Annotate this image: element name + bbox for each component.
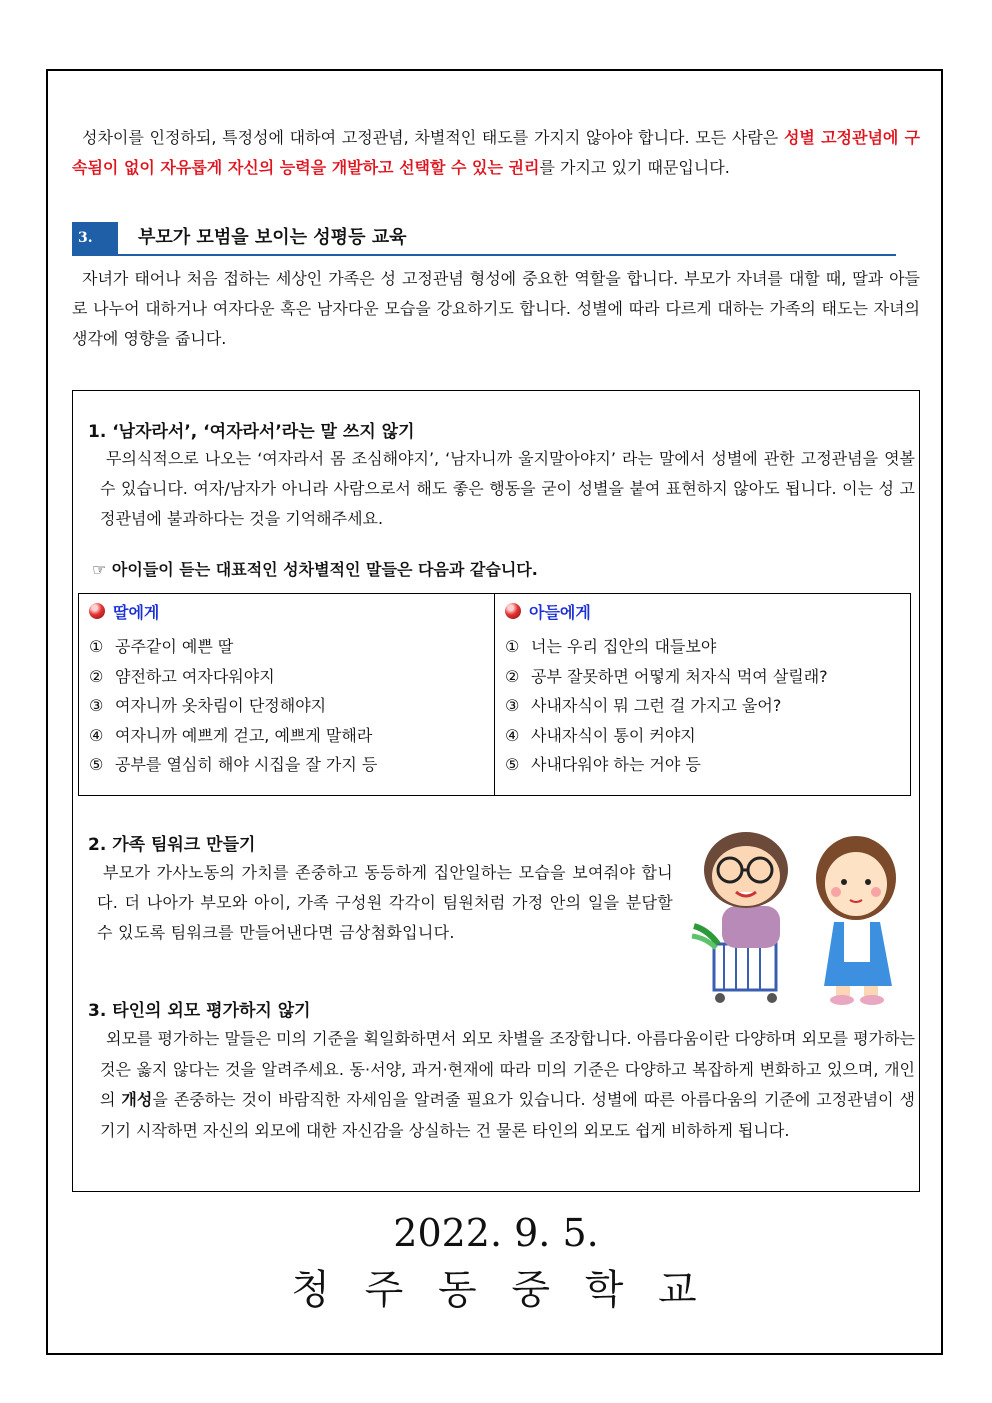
- list-item: [89, 662, 494, 692]
- red-ball-icon: [505, 603, 521, 619]
- daughter-list: [89, 632, 494, 780]
- list-item: [89, 750, 494, 780]
- list-item-number: ③: [505, 696, 520, 715]
- list-item-number: ④: [89, 725, 104, 745]
- list-item: [89, 691, 494, 721]
- list-item-text: 얌전하고 여자다워야지: [115, 666, 275, 686]
- item-2-heading: 2. 가족 팀워크 만들기: [88, 835, 256, 855]
- item-2-body: 부모가 가사노동의 가치를 존중하고 동등하게 집안일하는 모습을 보여줘야 합니다. 더 나아가 부모와 아이, 가족 구성원 각각이 팀원처럼 가정 안의 일을 분담할 수 있도록 팀워크를 만들어낸다면 금상첨화입니다.: [97, 863, 673, 942]
- section-3-body: 자녀가 태어나 처음 접하는 세상인 가족은 성 고정관념 형성에 중요한 역할을 합니다. 부모가 자녀를 대할 때, 딸과 아들로 나누어 대하거나 여자다운 혹은 남자다운 모습을 강요하기도 합니다. 성별에 따라 다르게 대하는 가족의 태도는 자녀의 생각에 영향을 줍니다.: [72, 269, 920, 348]
- list-item: [89, 721, 494, 751]
- pointer-note: ☞ 아이들이 듣는 대표적인 성차별적인 말들은 다음과 같습니다.: [92, 560, 538, 579]
- red-ball-icon: [89, 603, 105, 619]
- list-item-number: ②: [505, 666, 520, 686]
- section-3-header: [72, 222, 896, 256]
- son-column-header: [505, 596, 910, 626]
- list-item-number: ③: [89, 696, 104, 715]
- list-item: [505, 691, 910, 721]
- intro-highlight: 성별 고정관념에 구속됨이 없이 자유롭게 자신의 능력을 개발하고 선택할 수 있는 권리: [72, 128, 920, 177]
- issue-date: 2022. 9. 5.: [393, 1211, 599, 1255]
- girl-figure: [816, 836, 896, 1005]
- son-list: [505, 632, 910, 780]
- list-item-text: 여자니까 옷차림이 단정해야지: [115, 696, 327, 715]
- list-item-text: 공부를 열심히 해야 시집을 잘 가지 등: [115, 755, 378, 774]
- item-1-body: 무의식적으로 나오는 ‘여자라서 몸 조심해야지’, ‘남자니까 울지말아야지’ 라는 말에서 성별에 관한 고정관념을 엿볼 수 있습니다. 여자/남자가 아니라 사람으로서 해도 좋은 행동을 굳이 성별을 붙여 표현하지 않아도 됩니다. 이는 성 고정관념에 불과하다는 것을 기억해주세요.: [100, 449, 915, 528]
- daughter-header-label: 딸에게: [113, 602, 160, 622]
- intro-paragraph: [72, 123, 920, 183]
- son-header-label: 아들에게: [529, 602, 591, 622]
- item-1-heading: 1. ‘남자라서’, ‘여자라서’라는 말 쓰지 않기: [88, 422, 415, 442]
- list-item-text: 공주같이 예쁜 딸: [115, 637, 234, 656]
- list-item-text: 공부 잘못하면 어떻게 처자식 먹여 살릴래?: [531, 666, 828, 686]
- list-item-number: ④: [505, 725, 520, 745]
- list-item-text: 여자니까 예쁘게 걷고, 예쁘게 말해라: [115, 725, 373, 745]
- daughter-column: [79, 594, 494, 795]
- family-illustration: [684, 826, 916, 1006]
- sexist-phrases-table: [78, 593, 911, 796]
- section-3-number: 3.: [72, 222, 118, 254]
- list-item-number: ①: [505, 637, 520, 656]
- list-item-text: 사내다워야 하는 거야 등: [531, 755, 701, 774]
- list-item-text: 너는 우리 집안의 대들보야: [531, 637, 717, 656]
- daughter-column-header: [89, 596, 494, 626]
- item-3-bold-word: 개성: [121, 1090, 153, 1109]
- item-3-body: [100, 1024, 915, 1146]
- item-3-text-after: 을 존중하는 것이 바람직한 자세임을 알려줄 필요가 있습니다. 성별에 따른 아름다움의 기준에 고정관념이 생기기 시작하면 자신의 외모에 대한 자신감을 상실하는 건 물론 타인의 외모도 쉽게 비하하게 됩니다.: [100, 1090, 915, 1140]
- intro-text-before: 성차이를 인정하되, 특정성에 대하여 고정관념, 차별적인 태도를 가지지 않아야 합니다. 모든 사람은: [82, 128, 784, 147]
- mother-figure: [704, 832, 788, 948]
- list-item-text: 사내자식이 뭐 그런 걸 가지고 울어?: [531, 696, 782, 715]
- list-item-text: 사내자식이 통이 커야지: [531, 725, 696, 745]
- list-item-number: ⑤: [89, 755, 104, 774]
- list-item: [505, 662, 910, 692]
- intro-text-after: 를 가지고 있기 때문입니다.: [539, 158, 730, 177]
- son-column: [494, 594, 910, 795]
- list-item: [505, 632, 910, 662]
- list-item-number: ②: [89, 666, 104, 686]
- section-3-title: 부모가 모범을 보이는 성평등 교육: [138, 227, 407, 248]
- list-item: [505, 721, 910, 751]
- list-item: [89, 632, 494, 662]
- list-item: [505, 750, 910, 780]
- school-name: 청 주 동 중 학 교: [291, 1267, 701, 1313]
- item-3-heading: 3. 타인의 외모 평가하지 않기: [88, 1001, 311, 1021]
- item-3-text-before: 외모를 평가하는 말들은 미의 기준을 획일화하면서 외모 차별을 조장합니다. 아름다움이란 다양하며 외모를 평가하는 것은 옳지 않다는 것을 알려주세요. 동·서양, 과거·현재에 따라 미의 기준은 다양하고 복잡하게 변화하고 있으며, 개인의: [100, 1029, 915, 1109]
- list-item-number: ①: [89, 637, 104, 656]
- list-item-number: ⑤: [505, 755, 520, 774]
